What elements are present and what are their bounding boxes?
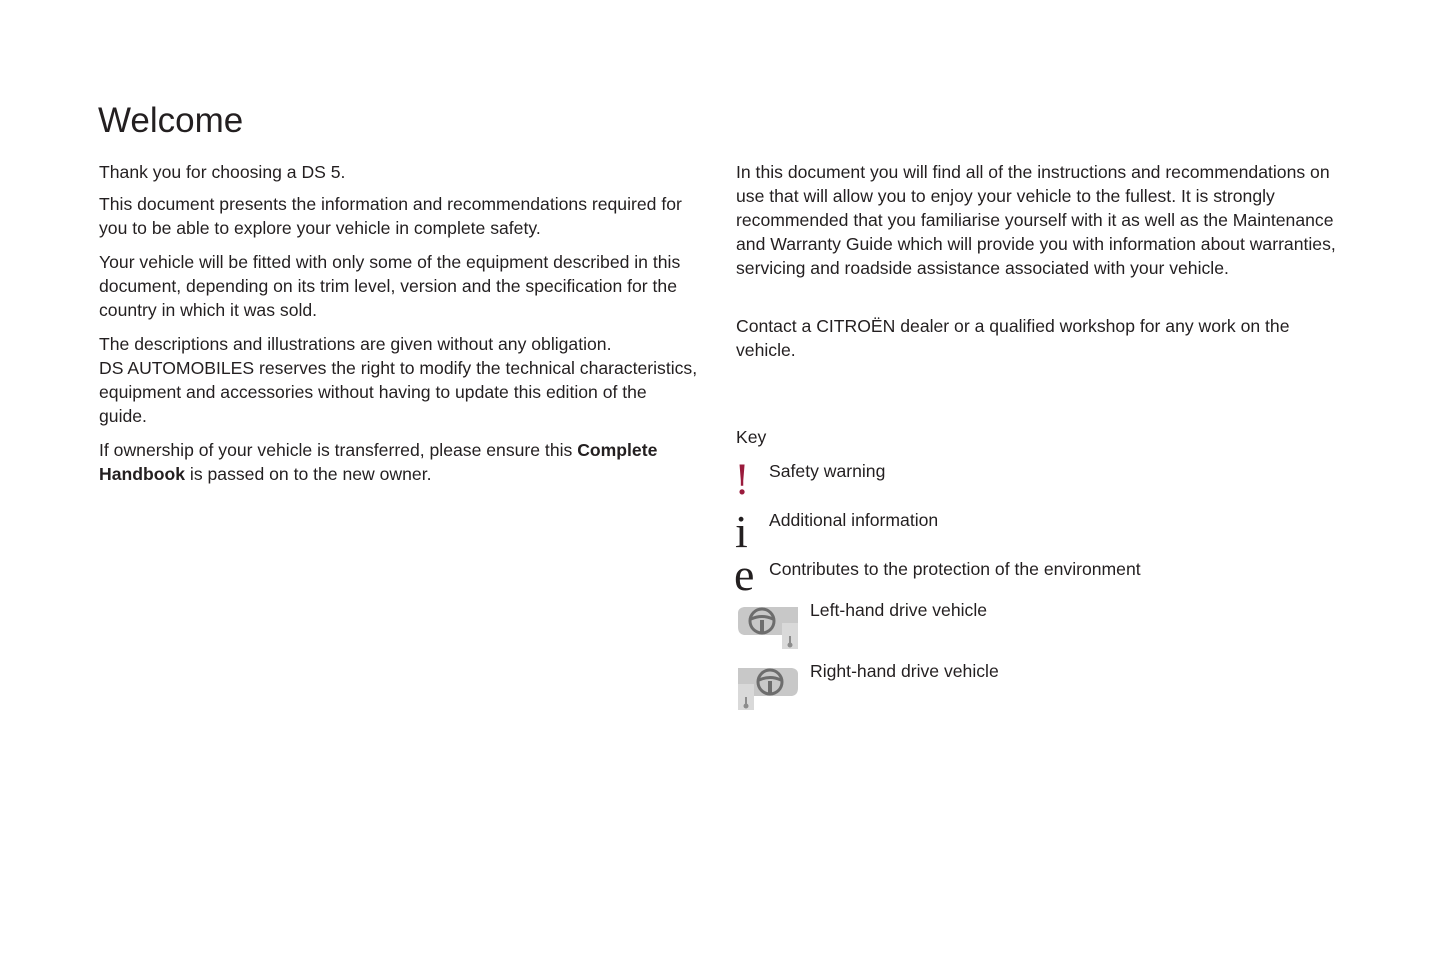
key-item-label: Additional information: [769, 510, 939, 530]
equipment-paragraph: Your vehicle will be fitted with only some of the equipment described in this document, depending on its trim level, version and the specification for the country in which it was sold.: [99, 252, 681, 320]
left-column: [99, 160, 699, 486]
dealer-contact-paragraph: Contact a CITROËN dealer or a qualified workshop for any work on the vehicle.: [736, 316, 1290, 360]
intro-paragraph: Thank you for choosing a DS 5.: [99, 162, 346, 182]
key-heading: Key: [736, 427, 767, 447]
ownership-text-start: If ownership of your vehicle is transferred, please ensure this: [99, 440, 578, 460]
ownership-text-end: is passed on to the new owner.: [185, 464, 432, 484]
handbook-title-bold: Complete Handbook: [99, 440, 658, 484]
key-item-label: Contributes to the protection of the environment: [769, 559, 1141, 579]
document-purpose-paragraph: This document presents the information and recommendations required for you to be able to explore your vehicle in complete safety.: [99, 194, 682, 238]
additional-information-icon: i: [735, 506, 748, 557]
key-item-label: Safety warning: [769, 461, 886, 481]
page-title: Welcome: [98, 101, 244, 140]
instructions-paragraph: In this document you will find all of the instructions and recommendations on use that will allow you to enjoy your vehicle to the fullest. It is strongly recommended that you familiarise yourself with it as well as the Maintenance and Warranty Guide which will provide you with information about warranties, servicing and roadside assistance associated with your vehicle.: [736, 162, 1336, 278]
rights-paragraph: DS AUTOMOBILES reserves the right to modify the technical characteristics, equipment and accessories without having to update this edition of the guide.: [99, 358, 698, 426]
right-column: [736, 160, 1336, 362]
left-hand-drive-icon: [736, 603, 800, 657]
ownership-paragraph: [99, 438, 699, 486]
environment-icon: e: [734, 549, 755, 600]
right-hand-drive-icon: [736, 664, 800, 718]
key-item-label: Right-hand drive vehicle: [810, 661, 999, 681]
key-item-label: Left-hand drive vehicle: [810, 600, 988, 620]
obligation-paragraph: The descriptions and illustrations are given without any obligation.: [99, 334, 612, 354]
safety-warning-icon: !: [734, 458, 751, 504]
